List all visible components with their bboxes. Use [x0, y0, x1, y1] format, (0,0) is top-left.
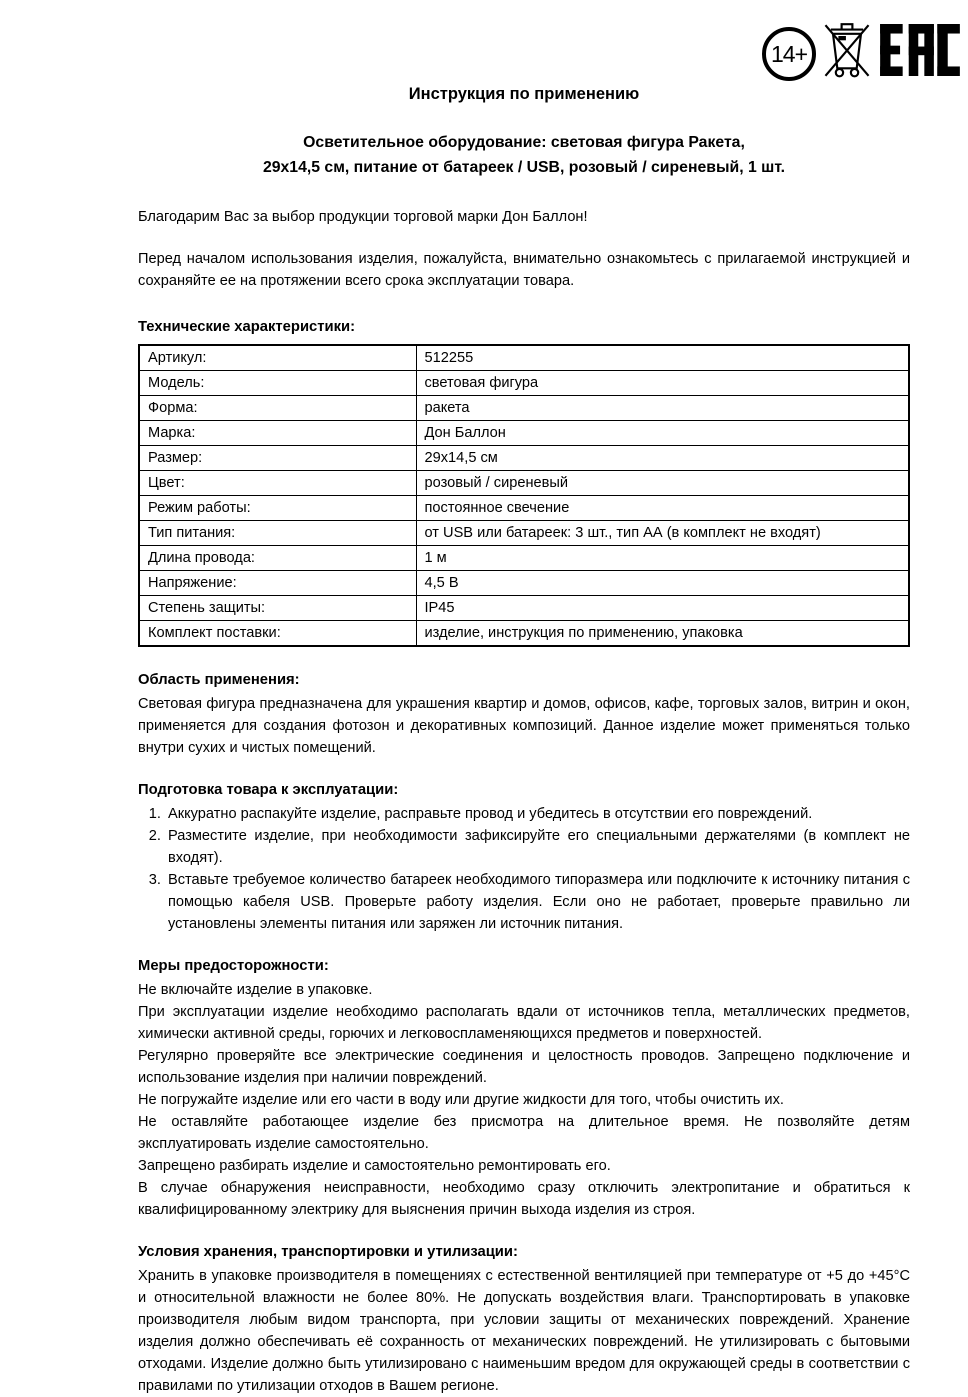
spec-value: ракета — [416, 396, 909, 421]
spec-row — [139, 496, 909, 521]
preparation-step: 1. Аккуратно распакуйте изделие, расправьте провод и убедитесь в отсутствии его повреждений. — [165, 803, 910, 825]
document-body — [138, 0, 910, 1397]
spec-label: Тип питания: — [139, 521, 416, 546]
product-title — [138, 130, 910, 180]
spec-value: 1 м — [416, 546, 909, 571]
safety-paragraph: Не оставляйте работающее изделие без присмотра на длительное время. Не позволяйте детям эксплуатировать изделие самостоятельно. — [138, 1114, 910, 1152]
safety-heading: Меры предосторожности: — [138, 958, 329, 974]
intro-note: Перед началом использования изделия, пожалуйста, внимательно ознакомьтесь с прилагаемой инструкцией и сохраняйте ее на протяжении всего срока эксплуатации товара. — [138, 251, 910, 289]
specs-table — [138, 344, 910, 647]
spec-value: постоянное свечение — [416, 496, 909, 521]
page-title: Инструкция по применению — [408, 85, 640, 103]
safety-paragraph: Запрещено разбирать изделие и самостоятельно ремонтировать его. — [138, 1158, 611, 1174]
preparation-step: 3. Вставьте требуемое количество батареек необходимого типоразмера или подключите к источнику питания с помощью кабеля USB. Проверьте работу изделия. Если оно не работает, проверьте правильно ли установлены элементы питания или заряжен ли источник питания. — [165, 869, 910, 935]
spec-value: изделие, инструкция по применению, упаковка — [416, 621, 909, 647]
spec-row — [139, 571, 909, 596]
spec-label: Форма: — [139, 396, 416, 421]
safety-paragraph: Не погружайте изделие или его части в воду или другие жидкости для того, чтобы очистить их. — [138, 1092, 784, 1108]
spec-row — [139, 596, 909, 621]
application-heading: Область применения: — [138, 672, 300, 688]
safety-paragraph: Регулярно проверяйте все электрические соединения и целостность проводов. Запрещено подключение и использование изделия при наличии повреждений. — [138, 1048, 910, 1086]
spec-label: Степень защиты: — [139, 596, 416, 621]
spec-row — [139, 546, 909, 571]
spec-label: Комплект поставки: — [139, 621, 416, 647]
spec-label: Модель: — [139, 371, 416, 396]
specs-table-body — [139, 345, 909, 646]
spec-value: розовый / сиреневый — [416, 471, 909, 496]
spec-value: 29х14,5 см — [416, 446, 909, 471]
product-title-line1: Осветительное оборудование: световая фигура Ракета, — [303, 134, 745, 151]
safety-paragraph: В случае обнаружения неисправности, необходимо сразу отключить электропитание и обратиться к квалифицированному электрику для выяснения причин выхода изделия из строя. — [138, 1180, 910, 1218]
spec-row — [139, 396, 909, 421]
application-text: Световая фигура предназначена для украшения квартир и домов, офисов, кафе, торговых залов, витрин и окон, применяется для создания фотозон и декоративных композиций. Данное изделие может применяться только внутри сухих и чистых помещений. — [138, 696, 910, 756]
spec-row — [139, 621, 909, 647]
product-title-line2: 29х14,5 см, питание от батареек / USB, розовый / сиреневый, 1 шт. — [262, 159, 786, 176]
age-rating-label: 14+ — [770, 40, 807, 67]
safety-paragraph: Не включайте изделие в упаковке. — [138, 982, 373, 998]
spec-label: Режим работы: — [139, 496, 416, 521]
storage-text: Хранить в упаковке производителя в помещениях с естественной вентиляцией при температуре от +5 до +45°С и относительной влажности не более 80%. Не допускать воздействия влаги. Транспортировать в упаковке производителя любым видом транспорта, при условии защиты от механических повреждений. Хранение изделия должно обеспечивать её сохранность от механических повреждений. Не утилизировать с бытовыми отходами. Изделие должно быть утилизировано с наименьшим вредом для окружающей среды в соответствии с правилами по утилизации отходов в Вашем регионе. — [138, 1268, 910, 1394]
storage-heading: Условия хранения, транспортировки и утилизации: — [138, 1244, 518, 1260]
preparation-list — [138, 803, 910, 935]
spec-row — [139, 471, 909, 496]
spec-label: Длина провода: — [139, 546, 416, 571]
spec-label: Напряжение: — [139, 571, 416, 596]
spec-label: Размер: — [139, 446, 416, 471]
spec-value: от USB или батареек: 3 шт., тип АА (в комплект не входят) — [416, 521, 909, 546]
spec-value: 4,5 В — [416, 571, 909, 596]
safety-paragraphs — [138, 979, 910, 1221]
spec-row — [139, 521, 909, 546]
spec-value: световая фигура — [416, 371, 909, 396]
spec-value: IP45 — [416, 596, 909, 621]
preparation-heading: Подготовка товара к эксплуатации: — [138, 782, 399, 798]
intro-thanks: Благодарим Вас за выбор продукции торговой марки Дон Баллон! — [138, 209, 588, 225]
spec-row — [139, 446, 909, 471]
spec-value: Дон Баллон — [416, 421, 909, 446]
specs-heading: Технические характеристики: — [138, 319, 356, 335]
spec-row — [139, 371, 909, 396]
spec-row — [139, 345, 909, 371]
safety-paragraph: При эксплуатации изделие необходимо располагать вдали от источников тепла, металлических предметов, химически активной среды, горючих и легковоспламеняющихся предметов и поверхностей. — [138, 1004, 910, 1042]
spec-label: Марка: — [139, 421, 416, 446]
spec-label: Артикул: — [139, 345, 416, 371]
preparation-step: 2. Разместите изделие, при необходимости зафиксируйте его специальными держателями (в комплект не входят). — [165, 825, 910, 869]
spec-row — [139, 421, 909, 446]
spec-label: Цвет: — [139, 471, 416, 496]
spec-value: 512255 — [416, 345, 909, 371]
